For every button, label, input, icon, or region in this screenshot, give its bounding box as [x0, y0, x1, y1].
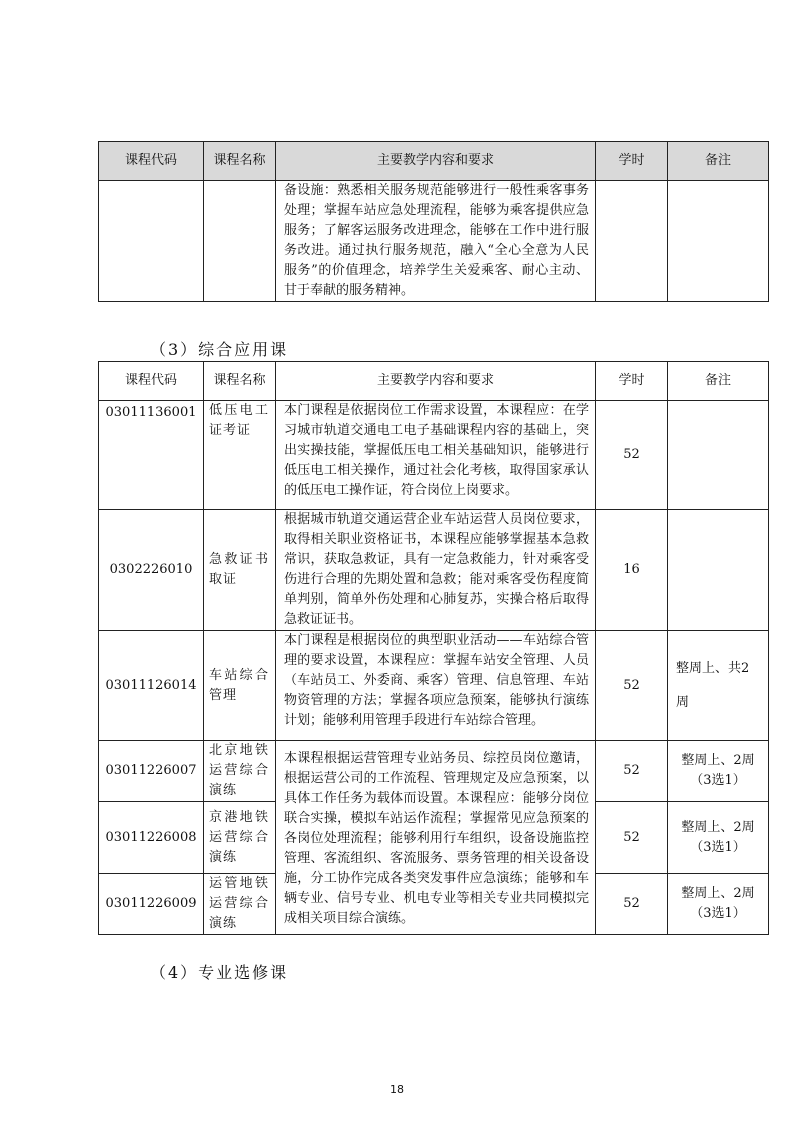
cell-hours: 52	[596, 802, 668, 874]
header-hours: 学时	[596, 142, 668, 181]
cell-remark	[668, 631, 769, 741]
cell-content-shared: 本课程根据运营管理专业站务员、综控员岗位邀请，根据运营公司的工作流程、管理规定及应急预案，以具体工作任务为载体而设置。本课程应：能够分岗位联合实操，模拟车站运作流程；掌握常见应急预案的各岗位处理流程；能够利用行车组织，设备设施监控管理、客流组织、客流服务、票务管理的相关设备设施，分工协作完成各类突发事件应急演练；能够和车辆专业、信号专业、机电专业等相关专业共同模拟完成相关项目综合演练。	[276, 741, 596, 935]
cell-code: 03011226007	[99, 741, 204, 802]
cell-content: 备设施：熟悉相关服务规范能够进行一般性乘客事务处理；掌握车站应急处理流程，能够为乘客提供应急服务；了解客运服务改进理念，能够在工作中进行服务改进。通过执行服务规范，融入“全心全意为人民服务”的价值理念，培养学生关爱乘客、耐心主动、甘于奉献的服务精神。	[276, 181, 596, 302]
remark-line: 整周上、2周	[681, 753, 755, 768]
section-3-title: （3）综合应用课	[150, 340, 289, 359]
cell-name: 急救证书取证	[204, 510, 276, 631]
remark-line: 整周上、2周	[681, 819, 755, 835]
cell-name: 车站综合管理	[204, 631, 276, 741]
header-content: 主要教学内容和要求	[276, 142, 596, 181]
cell-name: 运管地铁运营综合演练	[204, 874, 276, 935]
table-header-row	[99, 142, 769, 181]
cell-code: 03011136001	[99, 401, 204, 510]
table-row	[99, 401, 769, 510]
cell-content: 本门课程是根据岗位的典型职业活动——车站综合管理的要求设置，本课程应：掌握车站安全管理、人员（车站员工、外委商、乘客）管理、信息管理、车站物资管理的方法；掌握各项应急预案，能够执行演练计划；能够利用管理手段进行车站综合管理。	[276, 631, 596, 741]
cell-content: 本门课程是依据岗位工作需求设置，本课程应：在学习城市轨道交通电工电子基础课程内容的基础上，突出实操技能，掌握低压电工相关基础知识，能够进行低压电工相关操作，通过社会化考核，取得国家承认的低压电工操作证，符合岗位上岗要求。	[276, 401, 596, 510]
cell-remark	[668, 181, 769, 302]
cell-hours: 52	[596, 874, 668, 935]
header-course-name: 课程名称	[204, 362, 276, 401]
cell-hours	[596, 181, 668, 302]
header-remark: 备注	[668, 362, 769, 401]
remark-line: 周	[676, 694, 690, 710]
cell-hours: 52	[596, 741, 668, 802]
header-hours: 学时	[596, 362, 668, 401]
cell-name: 低压电工证考证	[204, 401, 276, 510]
cell-remark	[668, 401, 769, 510]
remark-line: （3选1）	[690, 839, 746, 855]
cell-code: 03011126014	[99, 631, 204, 741]
course-table-continued	[98, 141, 769, 302]
header-content: 主要教学内容和要求	[276, 362, 596, 401]
cell-name: 北京地铁运营综合演练	[204, 741, 276, 802]
cell-hours: 52	[596, 401, 668, 510]
table-header-row	[99, 362, 769, 401]
remark-line: 整周上、共2	[676, 660, 750, 676]
cell-remark	[668, 741, 769, 802]
cell-content: 根据城市轨道交通运营企业车站运营人员岗位要求，取得相关职业资格证书，本课程应能够掌握基本急救常识，获取急救证，具有一定急救能力，针对乘客受伤进行合理的先期处置和急救；能对乘客受伤程度简单判别，简单外伤处理和心肺复苏，实操合格后取得急救证证书。	[276, 510, 596, 631]
cell-name: 京港地铁运营综合演练	[204, 802, 276, 874]
header-course-code: 课程代码	[99, 362, 204, 401]
table-row	[99, 181, 769, 302]
cell-remark	[668, 510, 769, 631]
table-row	[99, 631, 769, 741]
remark-line: （3选1）	[690, 773, 746, 788]
header-remark: 备注	[668, 142, 769, 181]
section-4-title: （4）专业选修课	[150, 963, 289, 982]
page-number: 18	[390, 1083, 404, 1096]
cell-remark	[668, 874, 769, 935]
header-course-code: 课程代码	[99, 142, 204, 181]
cell-remark	[668, 802, 769, 874]
cell-name	[204, 181, 276, 302]
comprehensive-course-table	[98, 361, 769, 935]
cell-hours: 16	[596, 510, 668, 631]
table-row	[99, 741, 769, 802]
remark-line: 整周上、2周	[681, 886, 755, 901]
cell-code: 03011226008	[99, 802, 204, 874]
cell-code	[99, 181, 204, 302]
remark-line: （3选1）	[690, 906, 746, 921]
header-course-name: 课程名称	[204, 142, 276, 181]
cell-hours: 52	[596, 631, 668, 741]
table-row	[99, 510, 769, 631]
cell-code: 0302226010	[99, 510, 204, 631]
cell-code: 03011226009	[99, 874, 204, 935]
